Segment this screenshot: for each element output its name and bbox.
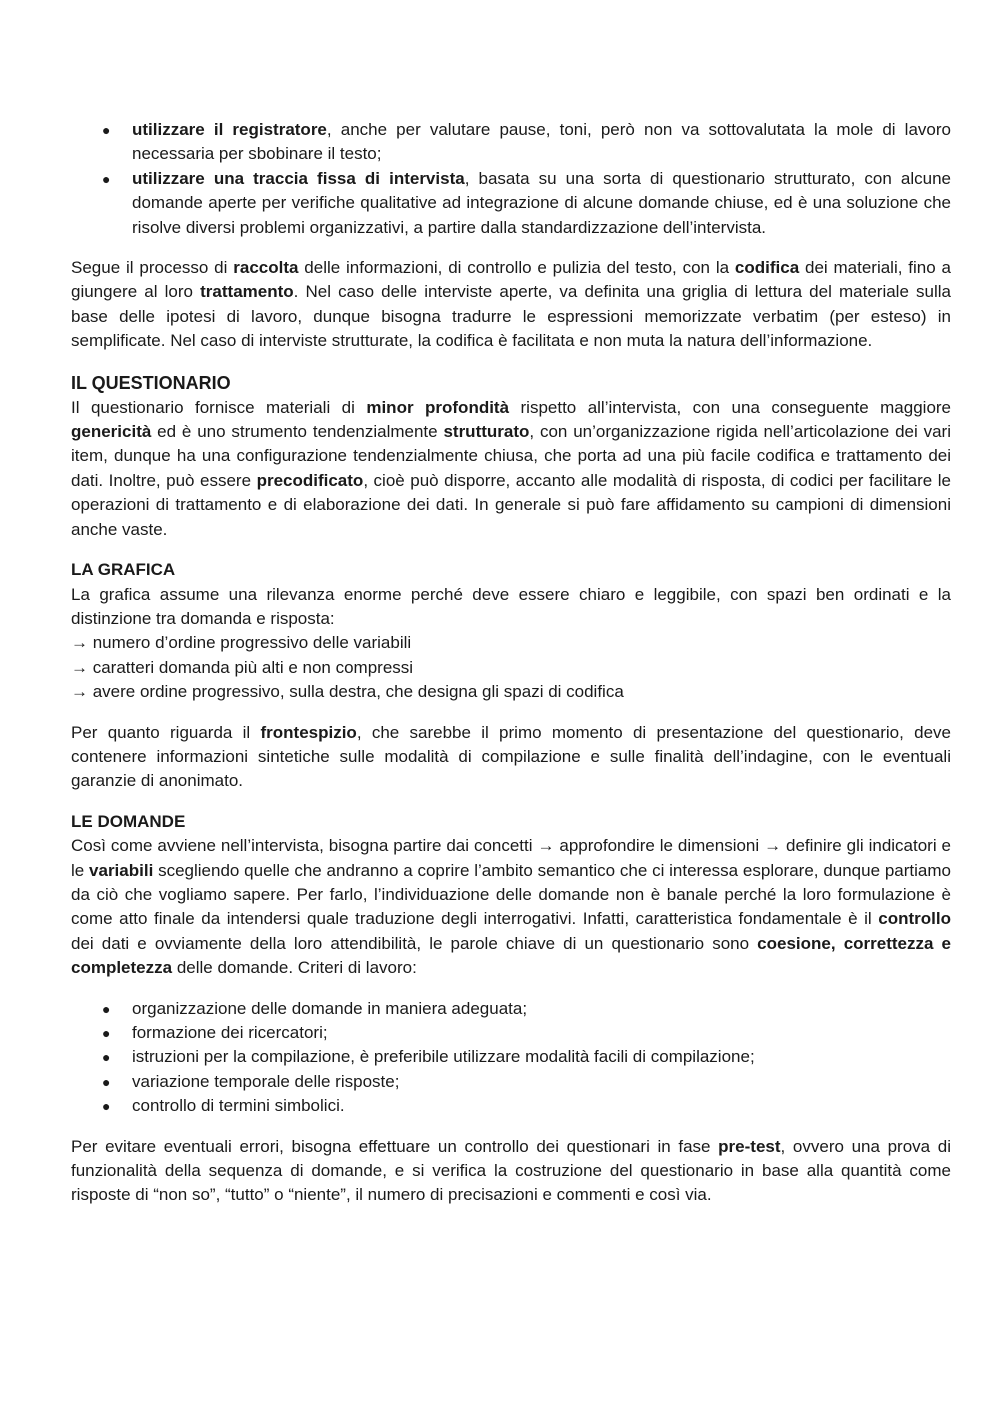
list-item: ● formazione dei ricercatori; bbox=[71, 1021, 951, 1045]
paragraph-grafica: La grafica assume una rilevanza enorme perché deve essere chiaro e leggibile, con spazi ben ordinati e la distinzione tra domanda e risposta: bbox=[71, 584, 951, 628]
bullet-icon: ● bbox=[102, 1025, 111, 1041]
arrow-list bbox=[71, 631, 951, 704]
paragraph-pretest: Per evitare eventuali errori, bisogna effettuare un controllo dei questionari in fase pre-test, ovvero una prova di funzionalità della sequenza di domande, e si verifica la costruzione del questionario in base alla quantità come risposte di “non so”, “tutto” o “niente”, il numero di precisazioni e commenti e così via. bbox=[71, 1136, 951, 1205]
paragraph-domande: Così come avviene nell’intervista, bisogna partire dai concetti → approfondire le dimensioni → definire gli indicatori e le variabili scegliendo quelle che andranno a coprire l’ambito semantico che ci interessa esplorare, dunque partiamo da ciò che vogliamo sapere. Per farlo, l’individuazione delle domande non è banale perché la loro formulazione è come atto finale da intendersi quale traduzione degli interrogativi. Infatti, caratteristica fondamentale è il controllo dei dati e ovviamente della loro attendibilità, le parole chiave di un questionario sono coesione, correttezza e completezza delle domande. Criteri di lavoro: bbox=[71, 836, 952, 978]
list-item: → avere ordine progressivo, sulla destra, che designa gli spazi di codifica bbox=[71, 682, 624, 702]
bullet-icon: ● bbox=[102, 122, 111, 138]
list-item: ● variazione temporale delle risposte; bbox=[71, 1070, 951, 1094]
list-item: → caratteri domanda più alti e non compressi bbox=[71, 657, 414, 677]
paragraph-questionario: Il questionario fornisce materiali di minor profondità rispetto all’intervista, con una conseguente maggiore genericità ed è uno strumento tendenzialmente strutturato, con un’organizzazione rigida nell’articolazione dei vari item, dunque ha una configurazione tendenzialmente chiusa, che porta ad una più facile codifica e trattamento dei dati. Inoltre, può essere precodificato, cioè può disporre, accanto alle modalità di risposta, di codici per facilitare le operazioni di trattamento e di elaborazione dei dati. In generale si può fare affidamento su campioni di dimensioni anche vaste. bbox=[71, 397, 952, 539]
subsection-heading-domande: LE DOMANDE bbox=[71, 811, 186, 831]
bullet-icon: ● bbox=[102, 1000, 111, 1017]
bullet-icon: ● bbox=[102, 1073, 111, 1090]
list-item: ● utilizzare una traccia fissa di intervista, basata su una sorta di questionario strutturato, con alcune domande aperte per verifiche qualitative ad integrazione di alcune domande chiuse, ed è una soluzione che risolve diversi problemi organizzativi, a partire dalla standardizzazione dell’intervista. bbox=[102, 168, 951, 237]
subsection-heading-grafica: LA GRAFICA bbox=[71, 560, 176, 580]
list-item: ● istruzioni per la compilazione, è preferibile utilizzare modalità facili di compilazione; bbox=[71, 1045, 951, 1069]
section-heading-questionario: IL QUESTIONARIO bbox=[71, 372, 231, 393]
criteria-bullet-list bbox=[71, 997, 951, 1119]
bullet-icon: ● bbox=[102, 1049, 111, 1066]
list-item: ● organizzazione delle domande in maniera adeguata; bbox=[71, 997, 951, 1021]
list-item: ● controllo di termini simbolici. bbox=[71, 1094, 951, 1118]
document-page bbox=[71, 118, 951, 1224]
list-item: → numero d’ordine progressivo delle variabili bbox=[71, 633, 412, 653]
bullet-icon: ● bbox=[102, 170, 111, 187]
list-item: ● utilizzare il registratore, anche per valutare pause, toni, però non va sottovalutata la mole di lavoro necessaria per sbobinare il testo; bbox=[102, 120, 951, 164]
paragraph-frontespizio: Per quanto riguarda il frontespizio, che sarebbe il primo momento di presentazione del questionario, deve contenere informazioni sintetiche sulle modalità di compilazione e sulle finalità dell’indagine, con le eventuali garanzie di anonimato. bbox=[71, 722, 951, 791]
bullet-icon: ● bbox=[102, 1098, 111, 1115]
paragraph-raccolta: Segue il processo di raccolta delle informazioni, di controllo e pulizia del testo, con la codifica dei materiali, fino a giungere al loro trattamento. Nel caso delle interviste aperte, va definita una griglia di lettura del materiale sulla base delle ipotesi di lavoro, dunque bisogna tradurre le espressioni memorizzate verbatim (per esteso) in semplificate. Nel caso di interviste strutturate, la codifica è facilitata e non muta la natura dell’informazione. bbox=[71, 258, 952, 351]
intro-bullet-list bbox=[71, 118, 951, 240]
